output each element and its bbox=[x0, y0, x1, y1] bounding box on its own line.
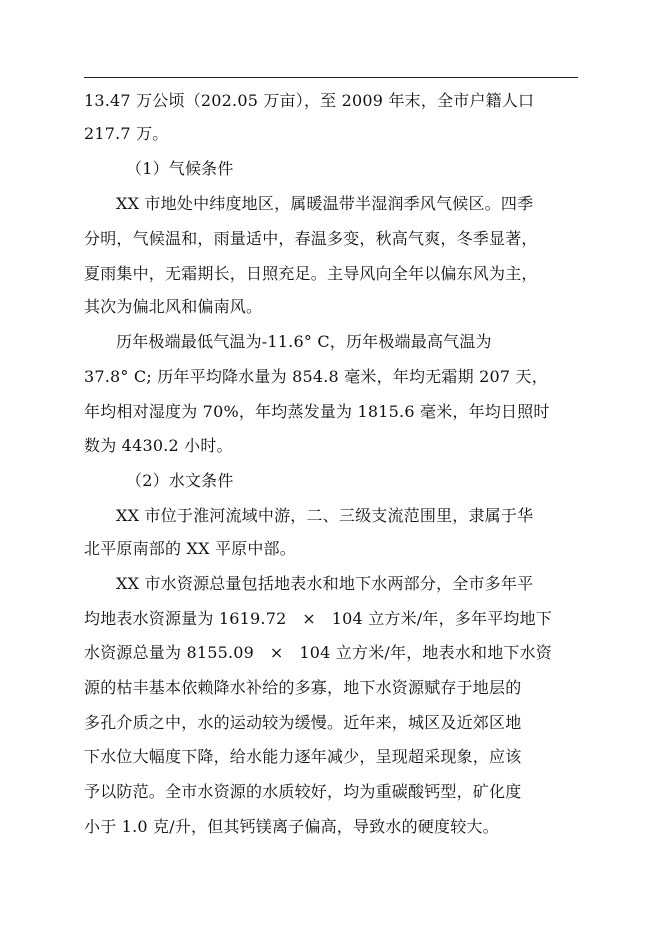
text-line: 数为 4430.2 小时。 bbox=[84, 436, 233, 455]
text-line: 13.47 万公顷（202.05 万亩），至 2009 年末，全市户籍人口 bbox=[84, 91, 535, 110]
text-line: 小于 1.0 克/升，但其钙镁离子偏高，导致水的硬度较大。 bbox=[84, 817, 499, 836]
text-line: 年均相对湿度为 70%，年均蒸发量为 1815.6 毫米，年均日照时 bbox=[84, 402, 550, 421]
text-line: 37.8° C; 历年平均降水量为 854.8 毫米，年均无霜期 207 天， bbox=[84, 367, 548, 386]
text-line: 历年极端最低气温为-11.6° C，历年极端最高气温为 bbox=[116, 332, 492, 351]
section-heading-hydrology: （2）水文条件 bbox=[126, 471, 234, 490]
text-line: XX 市位于淮河流域中游，二、三级支流范围里，隶属于华 bbox=[116, 506, 534, 525]
text-line: 北平原南部的 XX 平原中部。 bbox=[84, 539, 296, 558]
text-line: 均地表水资源量为 1619.72 × 104 立方米/年，多年平均地下 bbox=[84, 609, 552, 628]
text-line: 水资源总量为 8155.09 × 104 立方米/年，地表水和地下水资 bbox=[84, 643, 552, 662]
section-heading-climate: （1）气候条件 bbox=[126, 159, 234, 178]
text-line: 多孔介质之中，水的运动较为缓慢。近年来，城区及近郊区地 bbox=[84, 713, 522, 732]
text-line: 分明，气候温和，雨量适中，春温多变，秋高气爽，冬季显著， bbox=[84, 229, 538, 248]
header-rule bbox=[84, 77, 578, 78]
text-line: 夏雨集中，无霜期长，日照充足。主导风向全年以偏东风为主， bbox=[84, 264, 538, 283]
text-line: XX 市水资源总量包括地表水和地下水两部分，全市多年平 bbox=[116, 574, 534, 593]
text-line: 其次为偏北风和偏南风。 bbox=[84, 297, 263, 316]
text-line: 下水位大幅度下降，给水能力逐年减少，呈现超采现象，应该 bbox=[84, 747, 522, 766]
text-line: 源的枯丰基本依赖降水补给的多寡，地下水资源赋存于地层的 bbox=[84, 678, 522, 697]
text-line: XX 市地处中纬度地区，属暖温带半湿润季风气候区。四季 bbox=[116, 194, 534, 213]
text-line: 予以防范。全市水资源的水质较好，均为重碳酸钙型，矿化度 bbox=[84, 782, 522, 801]
text-line: 217.7 万。 bbox=[84, 124, 169, 143]
